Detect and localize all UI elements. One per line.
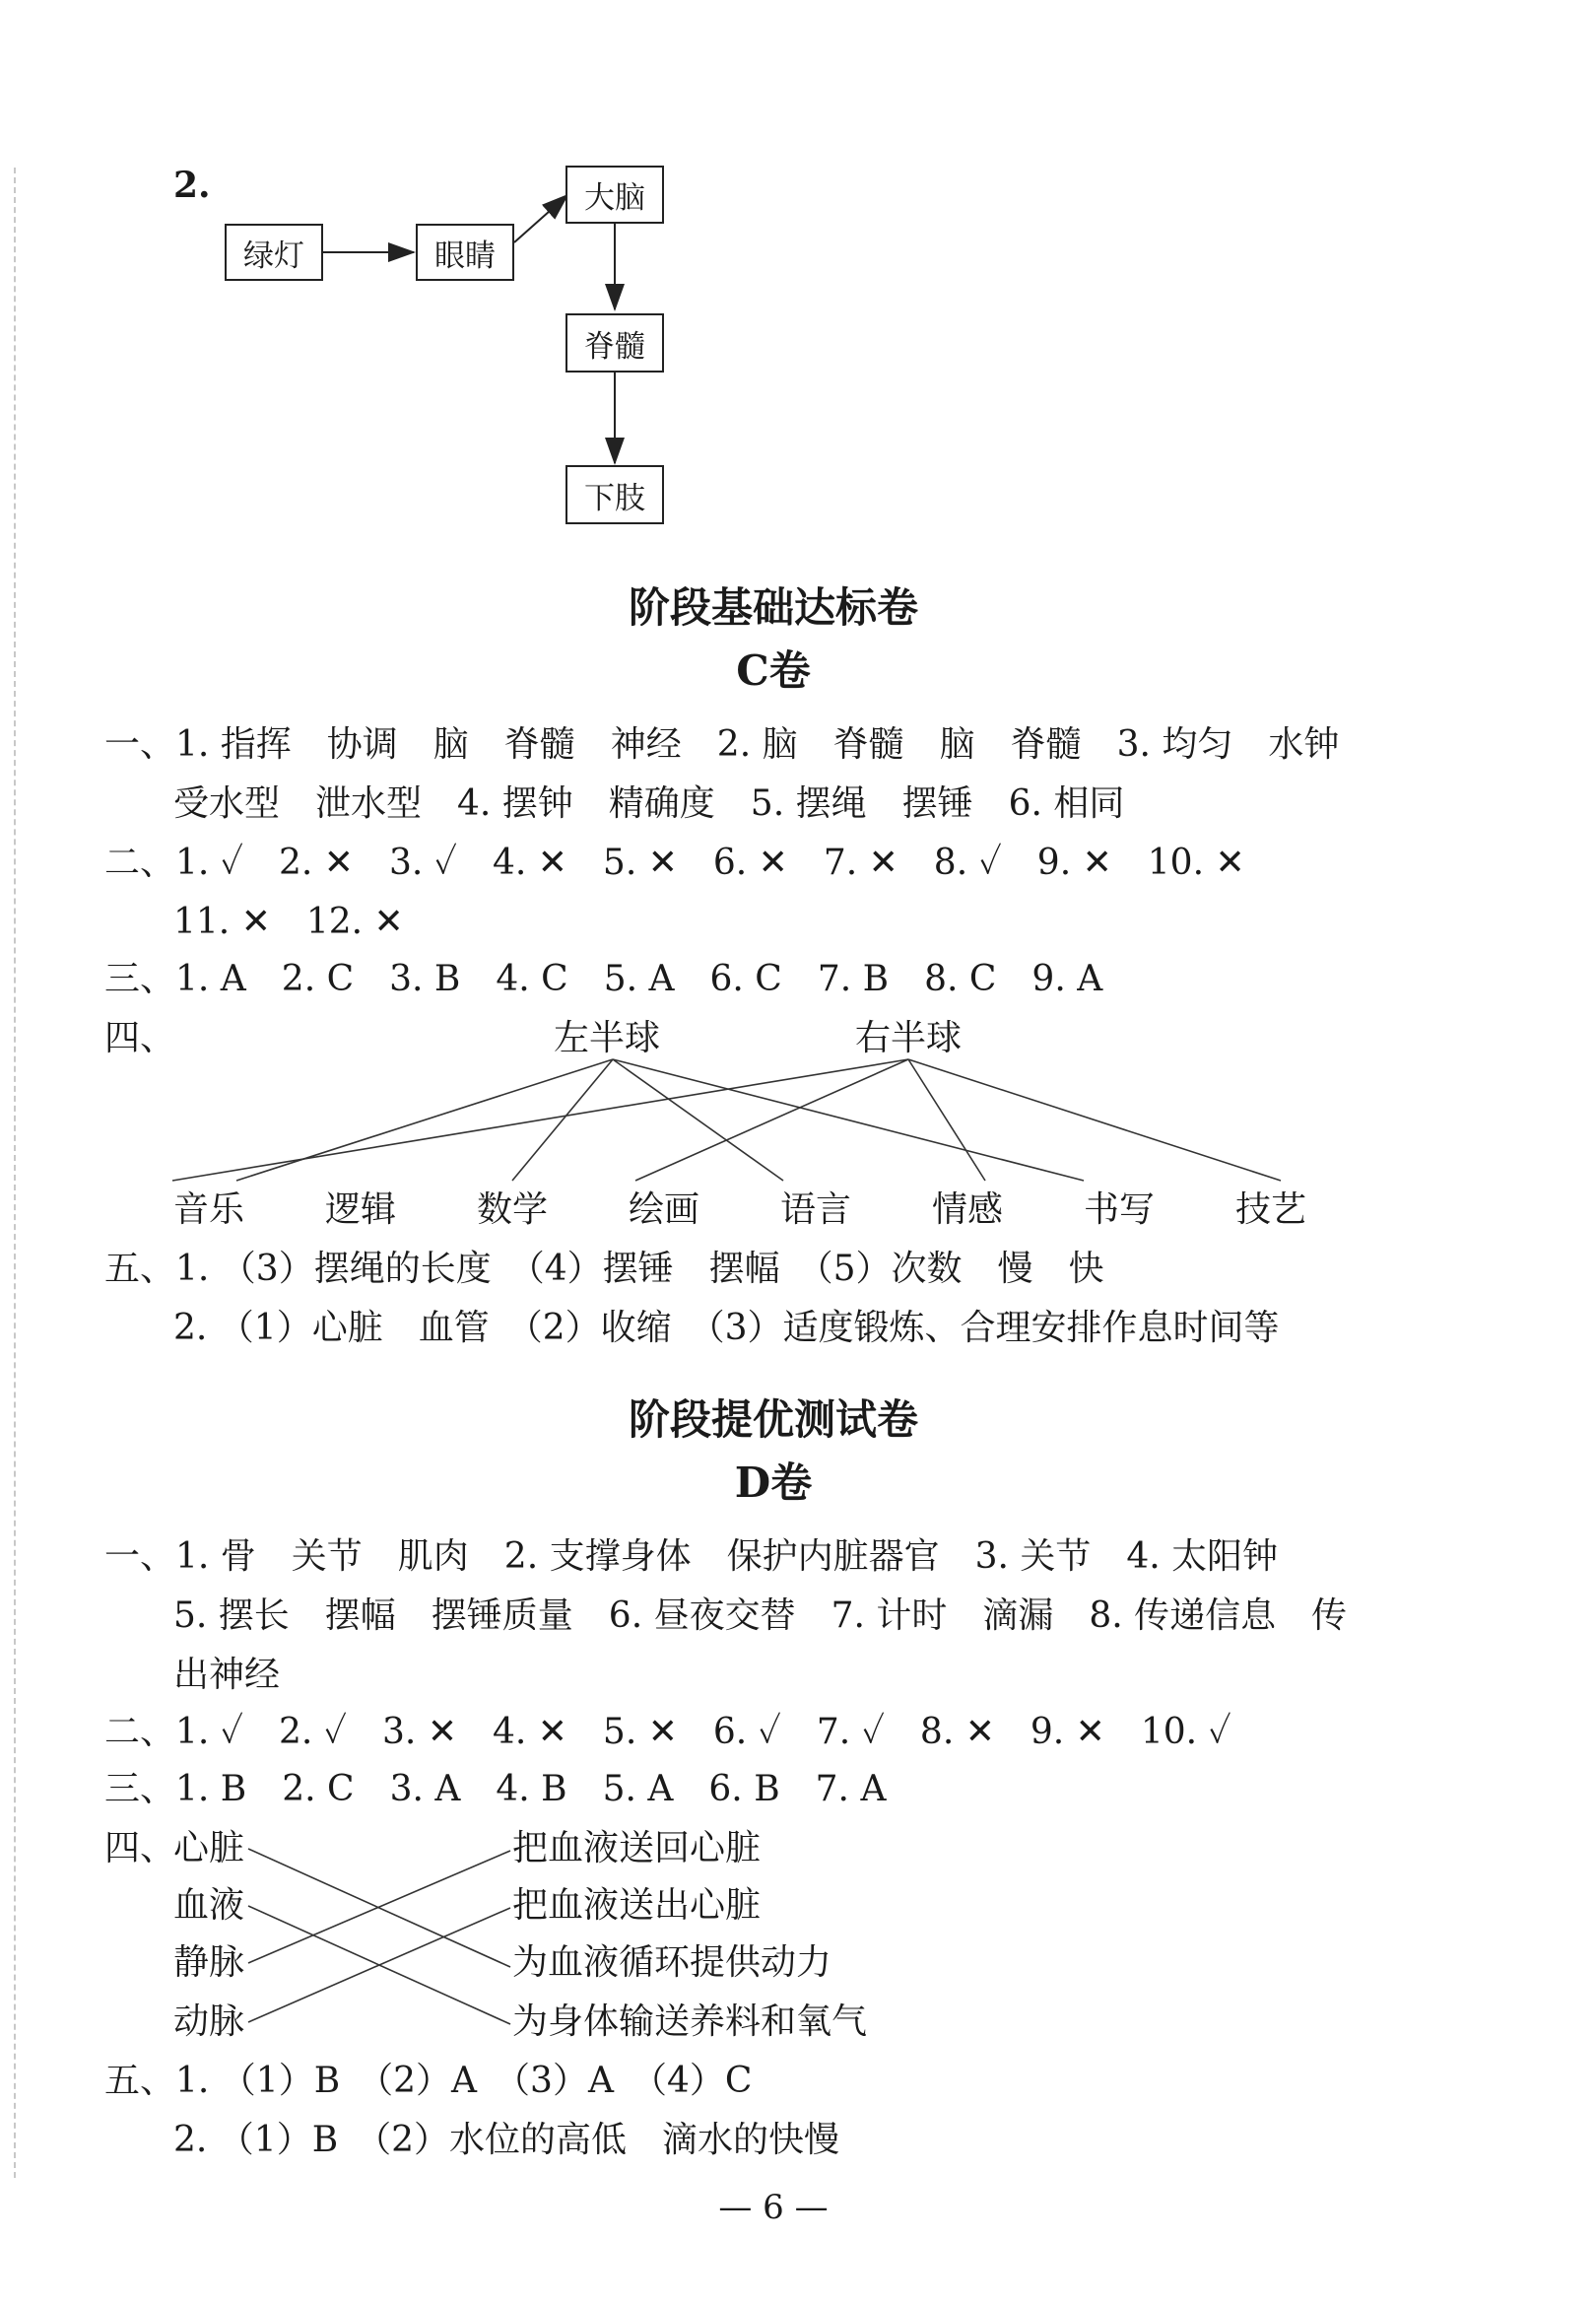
line-vein	[248, 1851, 510, 1963]
ability-item: 数学	[477, 1189, 549, 1230]
section-d-subtitle: D卷	[734, 1458, 813, 1507]
ability-item: 书写	[1084, 1189, 1156, 1230]
hemisphere-matching-lines	[172, 1059, 1281, 1181]
node-brain: 大脑	[565, 166, 664, 224]
arrow-eyes-to-brain	[514, 195, 567, 242]
d-q4-label: 四、	[104, 1828, 176, 1868]
organ-item: 血液	[173, 1885, 245, 1926]
right-hemisphere-label: 右半球	[855, 1018, 963, 1058]
d-q5-line1: 五、1. （1）B （2）A （3）A （4）C	[104, 2061, 753, 2101]
page-number: — 6 —	[718, 2188, 829, 2227]
line-artery	[248, 1908, 510, 2022]
d-q3-line: 三、1. B 2. C 3. A 4. B 5. A 6. B 7. A	[104, 1769, 887, 1809]
node-green-light: 绿灯	[225, 224, 323, 281]
line-left-writing	[613, 1059, 1084, 1181]
line-right-skill	[908, 1059, 1281, 1181]
line-right-emotion	[908, 1059, 985, 1181]
line-left-music	[236, 1059, 613, 1181]
node-lower-limbs: 下肢	[565, 465, 664, 524]
node-spinal-cord: 脊髓	[565, 313, 664, 373]
c-q4-label: 四、	[104, 1018, 176, 1058]
line-right-painting	[635, 1059, 908, 1181]
c-q5-line1: 五、1. （3）摆绳的长度 （4）摆锤 摆幅 （5）次数 慢 快	[104, 1249, 1104, 1289]
c-q5-line2: 2. （1）心脏 血管 （2）收缩 （3）适度锻炼、合理安排作息时间等	[173, 1308, 1280, 1348]
section-c-title: 阶段基础达标卷	[628, 583, 918, 632]
d-q1-line3: 出神经	[173, 1655, 281, 1695]
d-q5-line2: 2. （1）B （2）水位的高低 滴水的快慢	[173, 2120, 840, 2160]
left-hemisphere-label: 左半球	[554, 1018, 661, 1058]
organ-item: 心脏	[173, 1828, 245, 1868]
ability-item: 逻辑	[325, 1189, 397, 1230]
d-q2-line: 二、1. ✓ 2. ✓ 3. ✕ 4. ✕ 5. ✕ 6. ✓ 7. ✓ 8. ✕ 9. ✕ 10. ✓	[104, 1712, 1231, 1752]
section-d-title: 阶段提优测试卷	[628, 1395, 918, 1444]
d-q1-line2: 5. 摆长 摆幅 摆锤质量 6. 昼夜交替 7. 计时 滴漏 8. 传递信息 传	[173, 1595, 1348, 1636]
question-number: 2.	[173, 165, 211, 206]
function-item: 为身体输送养料和氧气	[512, 2001, 868, 2042]
c-q1-line2: 受水型 泄水型 4. 摆钟 精确度 5. 摆绳 摆锤 6. 相同	[173, 783, 1125, 824]
ability-item: 绘画	[629, 1189, 700, 1230]
ability-item: 音乐	[173, 1189, 245, 1230]
organ-item: 动脉	[173, 2001, 245, 2042]
ability-item: 情感	[932, 1189, 1004, 1230]
ability-item: 技艺	[1235, 1189, 1307, 1230]
organ-item: 静脉	[173, 1942, 245, 1983]
function-item: 为血液循环提供动力	[512, 1942, 832, 1983]
node-eyes: 眼睛	[416, 224, 514, 281]
line-heart	[248, 1849, 510, 1967]
c-q2-line2: 11. ✕ 12. ✕	[173, 902, 404, 942]
d-q1-line1: 一、1. 骨 关节 肌肉 2. 支撑身体 保护内脏器官 3. 关节 4. 太阳钟	[104, 1536, 1279, 1577]
line-right-music	[172, 1059, 908, 1181]
c-q3-line: 三、1. A 2. C 3. B 4. C 5. A 6. C 7. B 8. C 9. A	[104, 959, 1103, 999]
function-item: 把血液送出心脏	[512, 1885, 762, 1926]
function-item: 把血液送回心脏	[512, 1828, 762, 1868]
section-c-subtitle: C卷	[736, 646, 811, 695]
circulation-matching-lines	[248, 1849, 510, 2024]
line-left-language	[613, 1059, 783, 1181]
c-q2-line1: 二、1. ✓ 2. ✕ 3. ✓ 4. ✕ 5. ✕ 6. ✕ 7. ✕ 8. ✓ 9. ✕ 10. ✕	[104, 843, 1245, 883]
c-q1-line1: 一、1. 指挥 协调 脑 脊髓 神经 2. 脑 脊髓 脑 脊髓 3. 均匀 水钟	[104, 724, 1340, 765]
ability-item: 语言	[780, 1189, 852, 1230]
line-left-math	[512, 1059, 613, 1181]
